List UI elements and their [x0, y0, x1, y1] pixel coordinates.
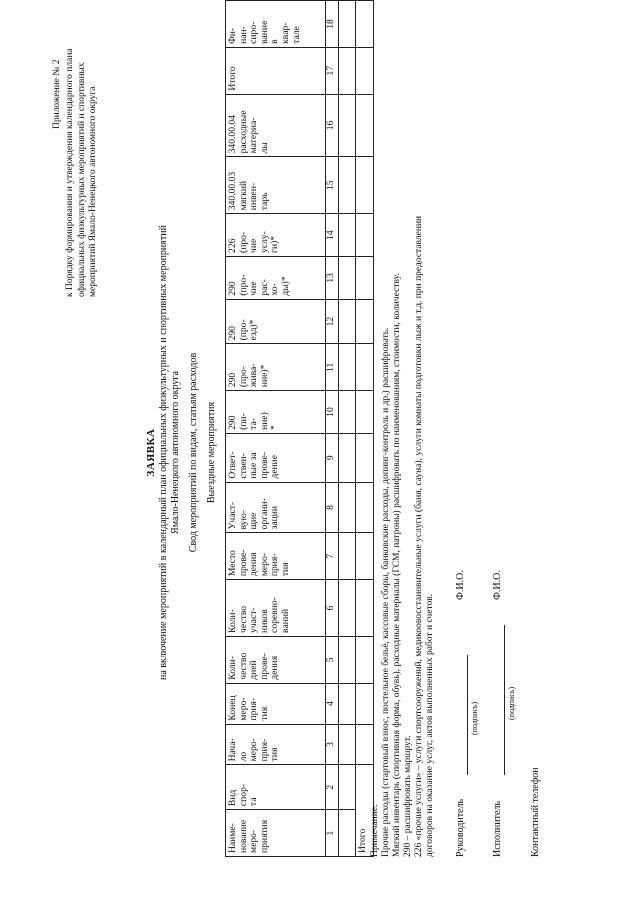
note-line: 226 «прочие услуги» – услуги спортсооружений, медикоовосстановительные услуги (баня, сауна), услуги комнаты подготовки лыж и т.д. при предоставлении [414, 215, 424, 857]
total-label: Итого [356, 765, 374, 857]
column-header: 290 (про- чие рас- хо- ды)* [226, 256, 326, 299]
table-cell [339, 724, 356, 765]
column-header: Наиме- нование меро- приятия [226, 810, 326, 857]
expense-table [225, 0, 374, 857]
column-number: 4 [326, 683, 339, 724]
column-header: 340.00.04 расходные материа- лы [226, 94, 326, 157]
column-header: Ответ- ствен- ные за прове- дение [226, 433, 326, 482]
table-cell [339, 214, 356, 257]
section-label: Выездные мероприятия [206, 401, 217, 504]
column-number: 14 [326, 214, 339, 257]
table-cell [339, 256, 356, 299]
table-cell [339, 344, 356, 391]
appendix-label: Приложение № 2 [52, 59, 62, 129]
column-header: Фи- нан- сиро- вание в квар- тале [226, 1, 326, 48]
table-cell [339, 636, 356, 683]
table-cell [339, 1, 356, 48]
executor-name-caption: Ф.И.О. [492, 570, 503, 600]
table-cell [339, 533, 356, 580]
column-number: 12 [326, 299, 339, 344]
column-number: 1 [326, 810, 339, 857]
column-header: Нача- ло меро- прия- тия [226, 724, 326, 765]
column-number: 9 [326, 433, 339, 482]
head-signature-caption: (подпись) [470, 701, 479, 735]
column-number: 3 [326, 724, 339, 765]
executor-signature-line [504, 625, 505, 775]
table-cell [339, 765, 356, 810]
column-number: 18 [326, 1, 339, 48]
table-cell [339, 47, 356, 94]
column-number: 7 [326, 533, 339, 580]
appendix-line: к Порядку формирования и утверждения календарного плана [65, 48, 76, 297]
executor-signature-caption: (подпись) [507, 686, 516, 720]
column-header: Коли- чество участ- ников соревно- ваний [226, 580, 326, 637]
column-number: 11 [326, 344, 339, 391]
table-cell [339, 683, 356, 724]
column-header: Коли- чество дней прове- дения [226, 636, 326, 683]
table-cell [339, 810, 356, 857]
column-number: 6 [326, 580, 339, 637]
column-number: 5 [326, 636, 339, 683]
note-line: Мягкий инвентарь (спортивная форма, обувь), расходные материалы (ГСМ, патроны) расшифровать по наименованиям, стоимости, количеству. [392, 273, 402, 857]
head-signature-line [467, 655, 468, 775]
column-number: 13 [326, 256, 339, 299]
head-name-caption: Ф.И.О. [455, 570, 466, 600]
column-header: 226 (про- чие услу- ги)* [226, 214, 326, 257]
table-cell [339, 482, 356, 533]
executor-label: Исполнитель [492, 801, 503, 857]
column-header: Участ- вую- щие органи- зации [226, 482, 326, 533]
appendix-line: мероприятий Ямало-Ненецкого автономного округа [88, 86, 99, 297]
column-header: Вид спор- та [226, 765, 326, 810]
appendix-block [52, 27, 100, 297]
column-header: 340.00.03 мягкий инвен- тарь [226, 157, 326, 214]
subtitle-line: на включение мероприятий в календарный план официальных физкультурных и спортивных мероприятий [158, 225, 169, 680]
notes-heading: Примечание. [370, 804, 380, 857]
column-number: 8 [326, 482, 339, 533]
subtitle-line: Ямало-Ненецкого автономного округа [170, 371, 181, 534]
column-number: 2 [326, 765, 339, 810]
table-cell [339, 433, 356, 482]
column-header: 290 (про- жива- ние)* [226, 344, 326, 391]
table-cell [339, 299, 356, 344]
table-cell [339, 391, 356, 434]
table-number-row [326, 1, 339, 857]
note-line: договоров на оказание услуг, актов выполненных работ и счетов. [425, 593, 435, 857]
table-header-row [226, 1, 326, 857]
note-line: 290 – расшифровать маршрут. [403, 735, 413, 857]
column-number: 16 [326, 94, 339, 157]
column-header: Конец меро- прия- тия [226, 683, 326, 724]
column-number: 10 [326, 391, 339, 434]
column-header: Итого [226, 47, 326, 94]
head-label: Руководитель [455, 798, 466, 857]
note-line: Прочие расходы (стартовый взнос, постельное бельё, кассовые сборы, банковские расходы, допинг-контроль и др.) расшифровать. [381, 327, 391, 857]
table-row [339, 1, 356, 857]
column-number: 17 [326, 47, 339, 94]
column-number: 15 [326, 157, 339, 214]
summary-label: Свод мероприятий по видам, статьям расходов [188, 352, 199, 553]
notes-block [370, 37, 436, 857]
table-cell [339, 94, 356, 157]
phone-label: Контактный телефон [530, 767, 541, 857]
column-header: 290 (про- езд)* [226, 299, 326, 344]
column-header: 290 (пи- та- ние) * [226, 391, 326, 434]
table-cell [339, 580, 356, 637]
appendix-line: официальных физкультурных мероприятий и спортивных [76, 62, 87, 297]
column-header: Место прове- дения меро- прия- тия [226, 533, 326, 580]
document-title: ЗАЯВКА [145, 428, 157, 477]
table-cell [339, 157, 356, 214]
